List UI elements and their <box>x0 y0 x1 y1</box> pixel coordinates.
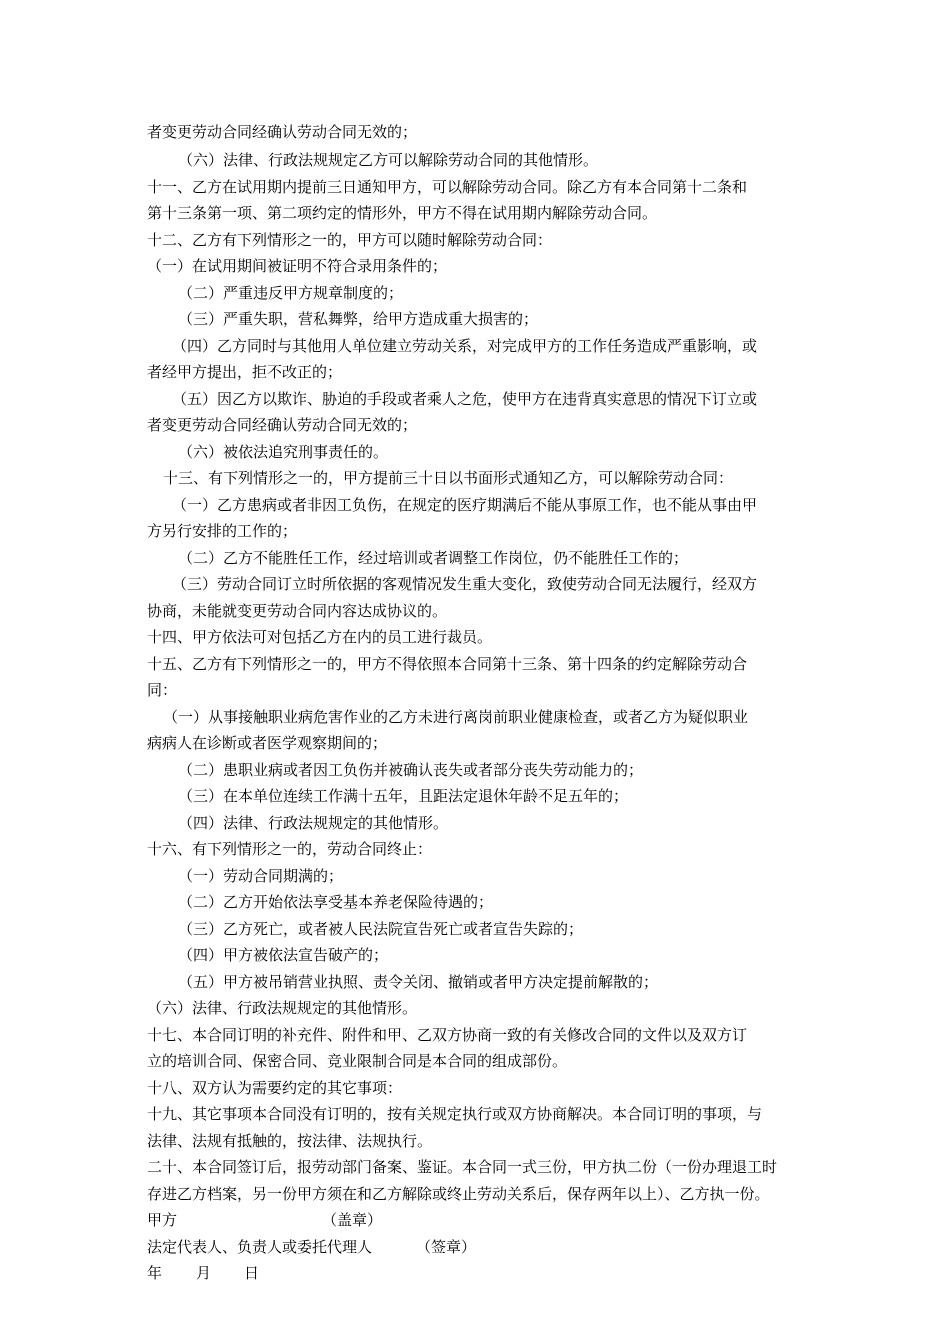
text-line: 同： <box>147 681 178 699</box>
text-line: 十三、有下列情形之一的，甲方提前三十日以书面形式通知乙方，可以解除劳动合同： <box>163 469 734 487</box>
text-line: 二十、本合同签订后，报劳动部门备案、鉴证。本合同一式三份，甲方执二份（一份办理退工时 <box>147 1158 778 1176</box>
text-line: （五）因乙方以欺诈、胁迫的手段或者乘人之危，使甲方在违背真实意思的情况下订立或 <box>172 390 758 408</box>
text-line: 十七、本合同订明的补充件、附件和甲、乙双方协商一致的有关修改合同的文件以及双方订 <box>147 1026 748 1044</box>
text-line: 立的培训合同、保密合同、竞业限制合同是本合同的组成部份。 <box>147 1052 568 1070</box>
date-month-label: 月 <box>196 1264 212 1282</box>
text-line: 方另行安排的工作的； <box>147 522 298 540</box>
seal-label: （盖章） <box>322 1211 383 1229</box>
representative-label: 法定代表人、负责人或委托代理人 <box>147 1238 373 1256</box>
text-line: 病病人在诊断或者医学观察期间的； <box>147 734 388 752</box>
text-line: （一）劳动合同期满的； <box>178 867 344 885</box>
text-line: 者变更劳动合同经确认劳动合同无效的； <box>147 416 418 434</box>
text-line: 者变更劳动合同经确认劳动合同无效的； <box>147 123 418 141</box>
date-day-label: 日 <box>244 1264 260 1282</box>
text-line: 十五、乙方有下列情形之一的，甲方不得依照本合同第十三条、第十四条的约定解除劳动合 <box>147 655 748 673</box>
sign-label: （签章） <box>416 1238 477 1256</box>
text-line: （一）在试用期间被证明不符合录用条件的； <box>147 257 448 275</box>
text-line: （四）乙方同时与其他用人单位建立劳动关系，对完成甲方的工作任务造成严重影响，或 <box>172 337 758 355</box>
text-line: （六）法律、行政法规规定的其他情形。 <box>147 999 418 1017</box>
text-line: 者经甲方提出，拒不改正的； <box>147 363 343 381</box>
text-line: （二）患职业病或者因工负伤并被确认丧失或者部分丧失劳动能力的； <box>178 761 644 779</box>
text-line: 十九、其它事项本合同没有订明的，按有关规定执行或双方协商解决。本合同订明的事项，与 <box>147 1105 763 1123</box>
text-line: 第十三条第一项、第二项约定的情形外，甲方不得在试用期内解除劳动合同。 <box>147 204 658 222</box>
text-line: （四）法律、行政法规规定的其他情形。 <box>178 814 449 832</box>
text-line: 十一、乙方在试用期内提前三日通知甲方，可以解除劳动合同。除乙方有本合同第十二条和 <box>147 178 748 196</box>
text-line: 十四、甲方依法可对包括乙方在内的员工进行裁员。 <box>147 628 493 646</box>
text-line: （一）乙方患病或者非因工负伤，在规定的医疗期满后不能从事原工作，也不能从事由甲 <box>172 496 758 514</box>
text-line: 协商，未能就变更劳动合同内容达成协议的。 <box>147 602 448 620</box>
text-line: 法律、法规有抵触的，按法律、法规执行。 <box>147 1132 433 1150</box>
text-line: （二）乙方开始依法享受基本养老保险待遇的； <box>178 893 494 911</box>
party-a-label: 甲方 <box>147 1211 178 1229</box>
text-line: 十二、乙方有下列情形之一的，甲方可以随时解除劳动合同： <box>147 231 553 249</box>
text-line: （一）从事接触职业病危害作业的乙方未进行离岗前职业健康检查，或者乙方为疑似职业 <box>163 708 749 726</box>
text-line: 十六、有下列情形之一的，劳动合同终止： <box>147 840 433 858</box>
text-line: （五）甲方被吊销营业执照、责令关闭、撤销或者甲方决定提前解散的； <box>178 973 659 991</box>
text-line: （二）乙方不能胜任工作，经过培训或者调整工作岗位，仍不能胜任工作的； <box>178 549 689 567</box>
text-line: （二）严重违反甲方规章制度的； <box>178 284 404 302</box>
text-line: （三）严重失职，营私舞弊，给甲方造成重大损害的； <box>178 310 539 328</box>
text-line: （三）乙方死亡，或者被人民法院宣告死亡或者宣告失踪的； <box>178 920 584 938</box>
text-line: （三）在本单位连续工作满十五年，且距法定退休年龄不足五年的； <box>178 787 629 805</box>
text-line: （四）甲方被依法宣告破产的； <box>178 946 389 964</box>
date-year-label: 年 <box>147 1264 163 1282</box>
text-line: 存进乙方档案，另一份甲方须在和乙方解除或终止劳动关系后，保存两年以上）、乙方执一份。 <box>147 1185 770 1203</box>
text-line: （三）劳动合同订立时所依据的客观情况发生重大变化，致使劳动合同无法履行，经双方 <box>172 575 758 593</box>
text-line: （六）被依法追究刑事责任的。 <box>178 443 389 461</box>
text-line: 十八、双方认为需要约定的其它事项： <box>147 1079 403 1097</box>
text-line: （六）法律、行政法规规定乙方可以解除劳动合同的其他情形。 <box>178 151 599 169</box>
